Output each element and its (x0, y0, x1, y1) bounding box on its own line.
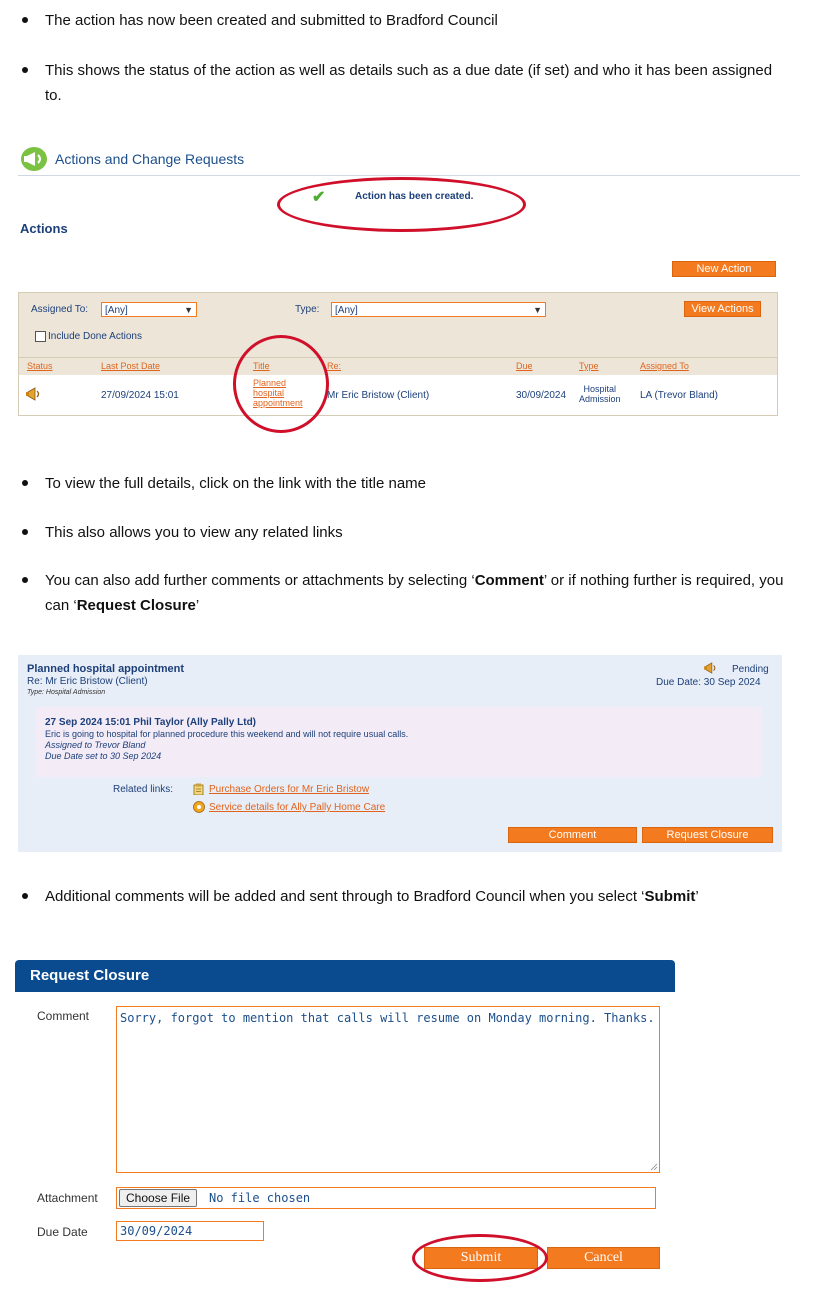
row-assigned-to: LA (Trevor Bland) (640, 390, 718, 401)
row-due: 30/09/2024 (516, 390, 567, 401)
comment-label: Comment (37, 1009, 90, 1023)
row-re: Mr Eric Bristow (Client) (327, 390, 430, 401)
include-done-checkbox[interactable] (35, 331, 46, 342)
assigned-to-value: [Any] (105, 305, 128, 316)
bullet-text: This also allows you to view any related links (45, 524, 343, 541)
megaphone-status-icon (26, 387, 42, 401)
bullet-dot (22, 529, 28, 535)
choose-file-button[interactable]: Choose File (119, 1189, 197, 1207)
type-label: Type: (295, 304, 320, 315)
bullet-dot (22, 17, 28, 23)
check-icon: ✔ (312, 189, 326, 206)
service-icon (193, 801, 205, 813)
row-type-line: Admission (579, 394, 621, 404)
clipboard-icon (193, 783, 205, 795)
bullet-bold-submit: Submit (644, 888, 696, 905)
detail-re: Re: Mr Eric Bristow (Client) (27, 676, 148, 687)
row-last-post-date: 27/09/2024 15:01 (101, 390, 179, 401)
column-assigned-to[interactable]: Assigned To (640, 361, 689, 371)
bullet-dot (22, 893, 28, 899)
bullet-text: This shows the status of the action as well as details such as a due date (if set) and who it has been assigned to. (45, 62, 773, 104)
row-type (579, 384, 621, 404)
include-done-label: Include Done Actions (48, 331, 142, 342)
bullet-text: The action has now been created and submitted to Bradford Council (45, 12, 498, 29)
attachment-field (116, 1187, 656, 1209)
filter-panel (18, 292, 778, 359)
type-select[interactable] (331, 302, 546, 317)
megaphone-status-icon (704, 662, 718, 674)
bullet-bold-request-closure: Request Closure (76, 597, 196, 614)
comment-button[interactable]: Comment (508, 827, 637, 843)
bullet-text-part: You can also add further comments or attachments by selecting ‘ (45, 572, 475, 589)
column-title[interactable]: Title (253, 361, 270, 371)
row-title-line[interactable]: appointment (253, 398, 303, 408)
actions-header-title: Actions and Change Requests (55, 151, 245, 167)
comment-entry (36, 707, 762, 777)
bullet-text-part: ’ (195, 597, 200, 614)
bullet-dot (22, 480, 28, 486)
bullet-text (45, 884, 785, 909)
bullet-text-part: ’ (695, 888, 699, 905)
row-title-line[interactable]: hospital (253, 388, 285, 398)
row-title-line[interactable]: Planned (253, 378, 287, 388)
detail-status: Pending (732, 664, 769, 675)
comment-assigned: Assigned to Trevor Bland (45, 740, 146, 750)
cancel-button[interactable]: Cancel (547, 1247, 660, 1269)
chevron-down-icon: ▼ (533, 305, 542, 315)
type-value: [Any] (335, 305, 358, 316)
bullet-text: To view the full details, click on the link with the title name (45, 475, 427, 492)
assigned-to-label: Assigned To: (31, 304, 89, 315)
highlight-ellipse (233, 335, 329, 433)
view-actions-button[interactable]: View Actions (684, 301, 761, 317)
table-row[interactable] (18, 375, 778, 416)
megaphone-icon (20, 146, 48, 172)
highlight-ellipse (412, 1234, 548, 1282)
related-links-label: Related links: (113, 784, 174, 795)
assigned-to-select[interactable] (101, 302, 197, 317)
highlight-ellipse (277, 177, 526, 232)
comment-textarea-value: Sorry, forgot to mention that calls will resume on Monday morning. Thanks. (120, 1011, 655, 1025)
actions-header (18, 145, 800, 176)
attachment-label: Attachment (37, 1191, 98, 1205)
request-closure-title: Request Closure (30, 967, 150, 984)
bullet-text (45, 568, 785, 618)
column-type[interactable]: Type (579, 361, 599, 371)
bullet-text-part: ’ or if nothing further is required, you can ‘ (45, 572, 784, 614)
new-action-button[interactable]: New Action (672, 261, 776, 277)
comment-due: Due Date set to 30 Sep 2024 (45, 751, 162, 761)
due-date-input[interactable] (116, 1221, 264, 1241)
submit-button[interactable]: Submit (424, 1247, 538, 1269)
column-status[interactable]: Status (27, 361, 53, 371)
related-link-service-details[interactable]: Service details for Ally Pally Home Care (209, 802, 386, 813)
success-message: Action has been created. (355, 191, 474, 202)
related-link-purchase-orders[interactable]: Purchase Orders for Mr Eric Bristow (209, 784, 370, 795)
comment-heading: 27 Sep 2024 15:01 Phil Taylor (Ally Pally Ltd) (45, 717, 257, 728)
due-date-label: Due Date (37, 1225, 88, 1239)
request-closure-header (15, 960, 675, 992)
detail-title: Planned hospital appointment (27, 663, 185, 675)
table-header (18, 357, 778, 376)
column-re[interactable]: Re: (327, 361, 342, 371)
bullet-dot (22, 67, 28, 73)
no-file-text: No file chosen (209, 1191, 311, 1205)
detail-type: Type: Hospital Admission (27, 689, 106, 696)
column-last-post-date[interactable]: Last Post Date (101, 361, 161, 371)
detail-due-date: Due Date: 30 Sep 2024 (656, 677, 761, 688)
row-type-line: Hospital (583, 384, 617, 394)
chevron-down-icon: ▼ (184, 305, 193, 315)
resize-handle-icon[interactable] (650, 1163, 658, 1171)
bullet-dot (22, 577, 28, 583)
comment-text: Eric is going to hospital for planned procedure this weekend and will not require usual calls. (45, 729, 409, 739)
bullet-bold-comment: Comment (474, 572, 544, 589)
section-title: Actions (20, 221, 68, 236)
column-due[interactable]: Due (516, 361, 533, 371)
request-closure-button[interactable]: Request Closure (642, 827, 773, 843)
bullet-text-part: Additional comments will be added and sent through to Bradford Council when you select ‘ (45, 888, 645, 905)
due-date-value: 30/09/2024 (120, 1224, 193, 1238)
comment-textarea[interactable] (116, 1006, 660, 1173)
